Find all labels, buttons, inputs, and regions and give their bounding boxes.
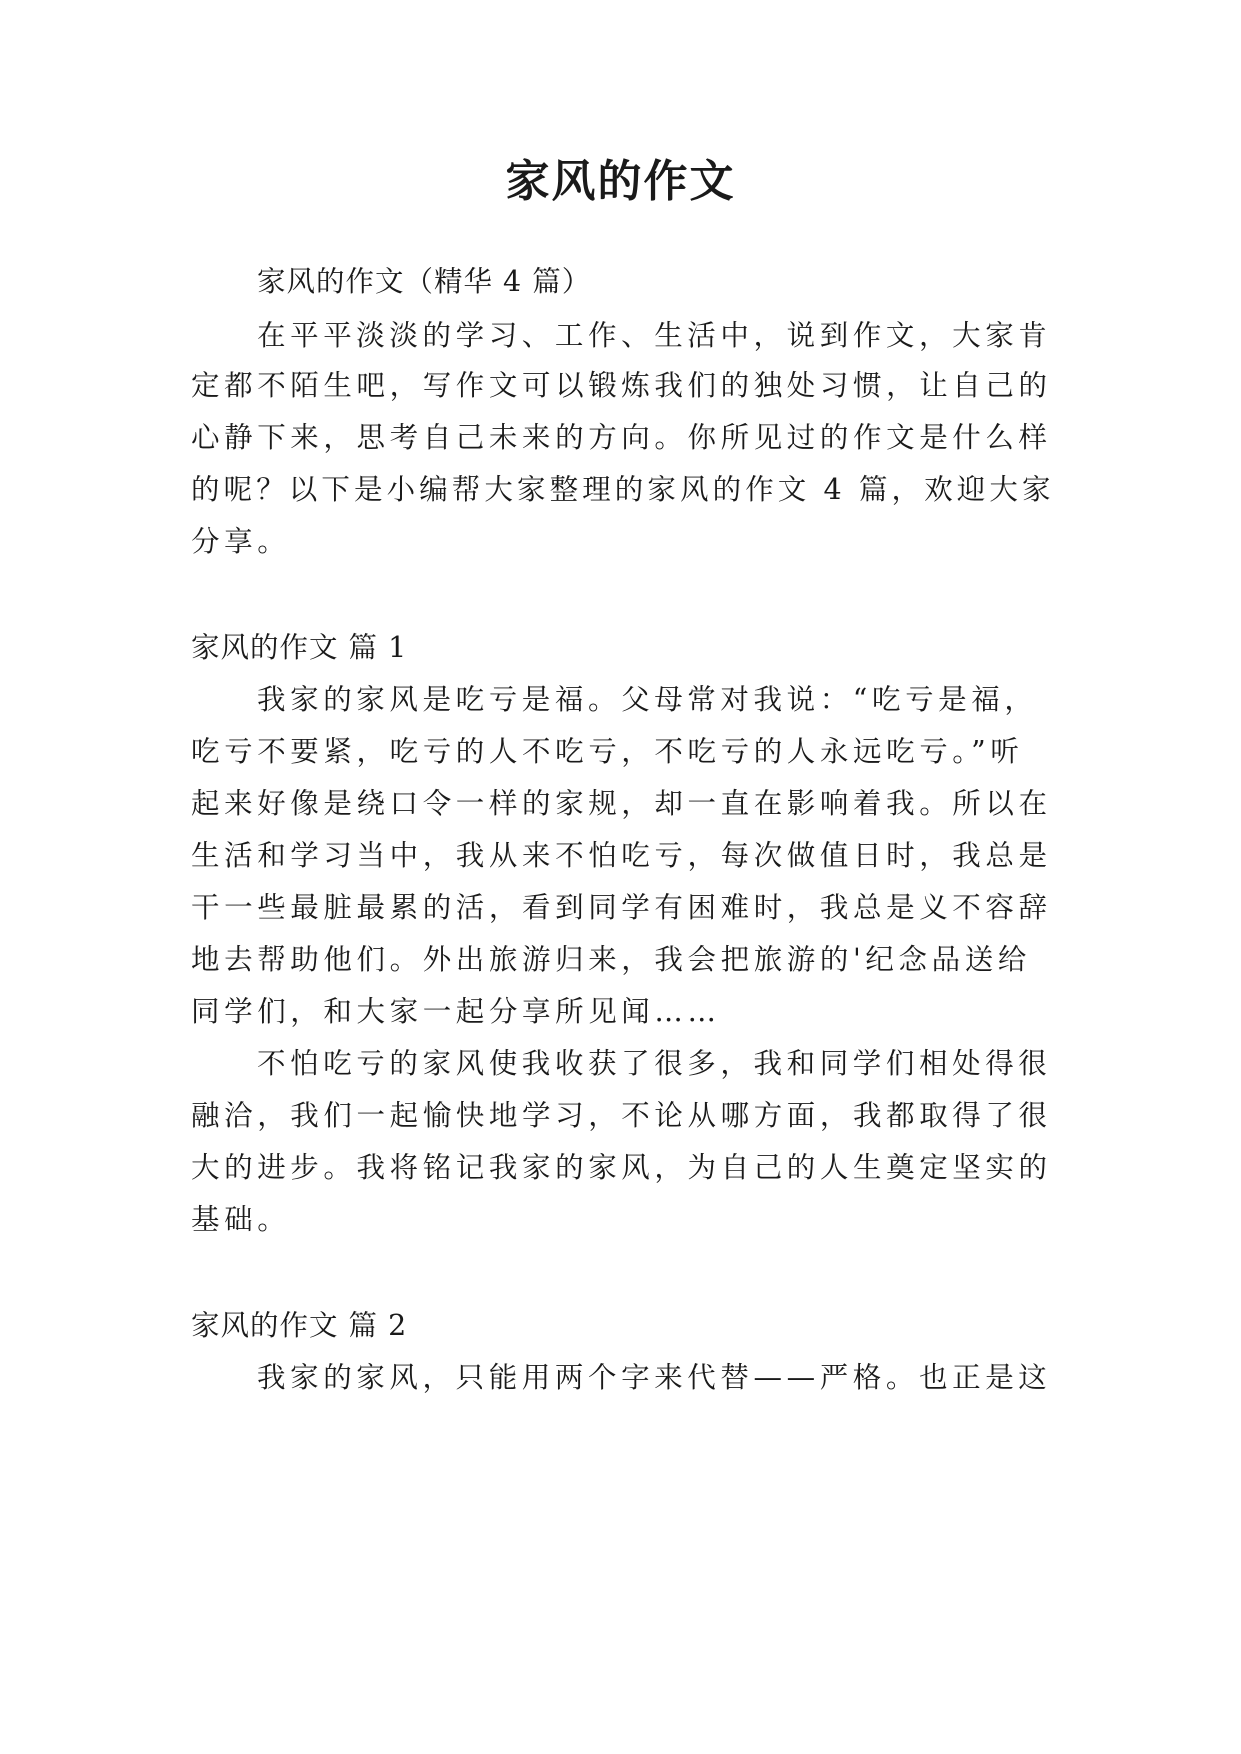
- section-heading-2: 家风的作文 篇 2: [191, 1309, 408, 1342]
- intro-line: 分享。: [191, 525, 291, 558]
- section-1-line: 吃亏不要紧，吃亏的人不吃亏，不吃亏的人永远吃亏。”听: [191, 735, 1024, 768]
- section-1-line: 地去帮助他们。外出旅游归来，我会把旅游的'纪念品送给: [191, 943, 1031, 976]
- document-subtitle: 家风的作文（精华 4 篇）: [257, 265, 592, 298]
- section-1-line: 我家的家风是吃亏是福。父母常对我说：“吃亏是福，: [257, 683, 1038, 716]
- section-1-line: 干一些最脏最累的活，看到同学有困难时，我总是义不容辞: [191, 891, 1052, 924]
- intro-line: 的呢？以下是小编帮大家整理的家风的作文 4 篇，欢迎大家: [191, 473, 1055, 506]
- section-1-line: 基础。: [191, 1203, 291, 1236]
- section-1-line: 融洽，我们一起愉快地学习，不论从哪方面，我都取得了很: [191, 1099, 1052, 1132]
- section-1-line: 不怕吃亏的家风使我收获了很多，我和同学们相处得很: [257, 1047, 1052, 1080]
- section-heading-1: 家风的作文 篇 1: [191, 631, 408, 664]
- section-1-line: 大的进步。我将铭记我家的家风，为自己的人生奠定坚实的: [191, 1151, 1052, 1184]
- intro-line: 心静下来，思考自己未来的方向。你所见过的作文是什么样: [191, 421, 1052, 454]
- section-1-line: 生活和学习当中，我从来不怕吃亏，每次做值日时，我总是: [191, 839, 1052, 872]
- document-title: 家风的作文: [505, 156, 736, 207]
- section-1-line: 同学们，和大家一起分享所见闻……: [191, 995, 721, 1028]
- section-2-line: 我家的家风，只能用两个字来代替——严格。也正是这: [257, 1361, 1052, 1394]
- intro-line: 定都不陌生吧，写作文可以锻炼我们的独处习惯，让自己的: [191, 369, 1052, 402]
- intro-line: 在平平淡淡的学习、工作、生活中，说到作文，大家肯: [257, 319, 1052, 352]
- section-1-line: 起来好像是绕口令一样的家规，却一直在影响着我。所以在: [191, 787, 1052, 820]
